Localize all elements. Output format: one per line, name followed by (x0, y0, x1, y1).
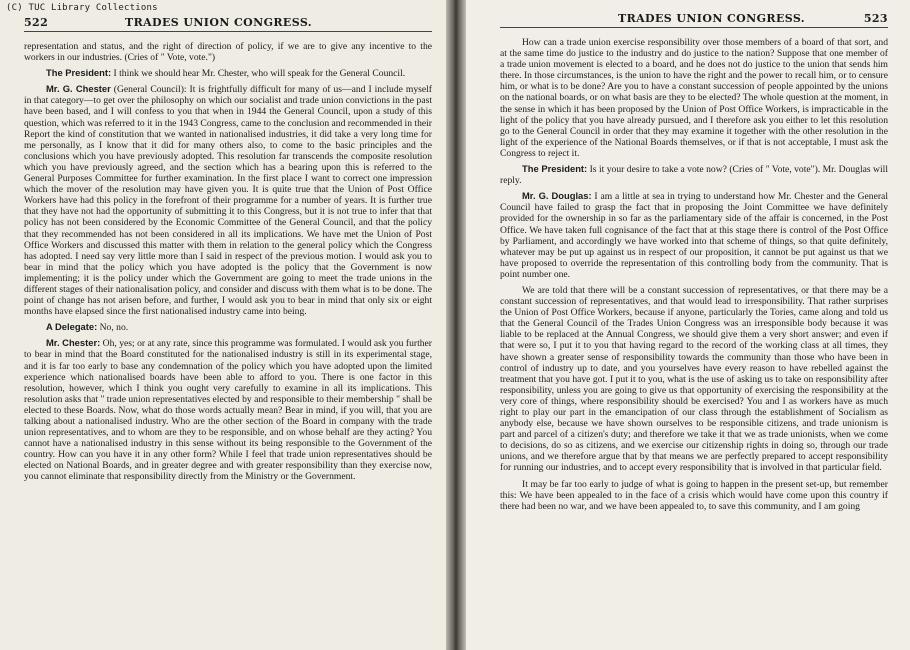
paragraph (500, 478, 888, 512)
left-body (24, 40, 432, 483)
speaker-label: A Delegate: (46, 321, 98, 333)
paragraph (500, 284, 888, 474)
paragraph-text: Is it your desire to take a vote now? (Cries of " Vote, vote"). Mr. Douglas will reply. (500, 164, 888, 187)
paragraph-text: I think we should hear Mr. Chester, who will speak for the General Council. (111, 68, 406, 80)
right-running-header (500, 12, 888, 28)
speaker-label: Mr. Chester: (46, 337, 101, 349)
right-page-number: 523 (863, 12, 888, 25)
speaker-label: The President: (522, 163, 588, 175)
right-running-head: TRADES UNION CONGRESS. (618, 12, 806, 25)
paragraph-text: We are told that there will be a constant succession of representatives, or that there may be a constant succession of representatives, and that would lead to irresponsibility. That rather surprises the Union of Post Office Workers, because if anyone, particularly the Tories, came along and told us that the General Council of the Trades Union Congress was an irresponsible body because it was liable to be replaced at the Annual Congress, we should give them a very short answer; and even if that were so, I put it to you that having regard to the record of the working class at all times, they have shown a greater sense of responsibility towards the community than those who have been in control of industry up to date, and you yourselves have every reason to have rebelled against the treatment that you have got. I put it to you, what is the use of asking us to take on responsibility after responsibility, unless you are going to give us that opportunity of exercising the responsibility at the very core of things, where responsibility should be exercised? You and I as workers have as much right to play our part in the emancipation of our class through the establishment of Socialism as anybody else, because we have shown ourselves to be responsible citizens, and trade unionism is part and parcel of a citizen's duty; and therefore we take it that we as trade unionists, when we come to decisions, do so as citizens, and we exercise our citizenship rights in doing so, through our trade unions, and we therefore argue that by that means we are perfectly prepared to accept responsibility for running our industries, and to accept every responsibility that is involved in that particular field. (500, 284, 888, 474)
paragraph (500, 36, 888, 159)
paragraph (500, 190, 888, 280)
speaker-label: Mr. G. Chester (46, 83, 111, 95)
paragraph (24, 337, 432, 482)
speaker-label: Mr. G. Douglas: (522, 190, 592, 202)
paragraph-text: (General Council): It is frightfully difficult for many of us—and I include myself in that category—to get over the philosophy on which our socialist and trade union convictions in the past have been based, and I will confess to you that when in 1944 the General Council, upon a study of this question, which was referred to it in the 1943 Congress, came to the conclusion and recommended in their Report the kind of constitution that we wanted in nationalised industries, it did take a very long time for me personally, as I know that it did for many others also, to come to the basic principles and the conclusions which you have previously adopted. This resolution far transcends the composite resolution which you have previously agreed, and the section which has a bearing upon this is referred to the General Purposes Committee for further examination. In the first place I want to correct one impression which the mover of the resolution may have given you. It is quite true that the Union of Post Office Workers have had this policy in the forefront of their programme for a number of years. It is further true that they have not had the opportunity of submitting it to this Congress, but it is not true to infer that that policy has not been considered by the Economic Committee of the General Council, and that the policy that they recommended has not been considered in all its implications. We have met the Union of Post Office Workers and discussed this matter with them in relation to the general policy which the Congress has adopted. I need say very little more than I said in respect of the previous motion. I would ask you to bear in mind that the policy which you have adopted is the policy that the Government is now implementing; it is the policy under which the Government are going to meet the trade unions in the different stages of their nationalisation policy, and consider and discuss with them what is to be done. The point of change has not arisen before, and further, I would ask you to bear in mind that only six or eight months have elapsed since the first nationalised industry came into being. (24, 84, 432, 318)
right-body (500, 36, 888, 512)
left-running-head: TRADES UNION CONGRESS. (124, 16, 312, 29)
left-running-header (24, 16, 432, 32)
right-page (466, 0, 910, 650)
paragraph-text: It may be far too early to judge of what is going to happen in the present set-up, but remember this: We have been appealed to in the face of a crisis which would have come upon this country if there had been no war, and we have been appealed to, to save this community, and I am going (500, 478, 888, 512)
paragraph-text: representation and status, and the right of direction of policy, if we are to give any incentive to the workers in our industries. (Cries of " Vote, vote.") (24, 41, 432, 64)
left-page (0, 0, 446, 650)
book-gutter (446, 0, 466, 650)
left-page-number: 522 (24, 16, 49, 29)
paragraph-text: I am a little at sea in trying to understand how Mr. Chester and the General Council have failed to grasp the fact that in proposing the Joint Committee we have definitely provided for the ownership in so far as the parliamentary side of the affair is concerned, in the Post Office. We have taken full cognisance of the fact that at this stage there is control of the Post Office by Parliament, and accordingly we have worked into that scheme of things, so that quite definitely, whatever may be put up against us in respect of our proposition, it cannot be put against us that we have proposed to override the representation of this controlling body from the community. That is point number one. (500, 191, 888, 280)
paragraph (24, 40, 432, 63)
paragraph (24, 321, 432, 333)
copyright-watermark: (C) TUC Library Collections (6, 3, 158, 13)
paragraph-text: No, no. (97, 322, 129, 334)
speaker-label: The President: (46, 67, 112, 79)
paragraph-text: How can a trade union exercise responsibility over those members of a board of that sort, and at the same time do justice to the industry and do justice to the nation? Suppose that one member of a trade union movement is elected to a board, and he does not do justice to the union that sends him there. In those circumstances, is the union to have the right and the power to recall him, or to censure him, or what is to be done? Are you to have a constant succession of people appointed by the unions on the national boards, or on what basis are they to be elected? The whole question at the moment, in the sense in which it has been proposed by the Union of Post Office Workers, is impracticable in the light of the policy that you have already pursued, and I therefore ask you either to let this resolution go to the General Council in order that they may examine it together with the other resolution in the light of the experience of the National Boards themselves, or if that is not acceptable, I must ask the Congress to reject it. (500, 37, 888, 159)
paragraph (24, 83, 432, 317)
paragraph-text: Oh, yes; or at any rate, since this programme was formulated. I would ask you further to bear in mind that the Board constituted for the nationalised industry is still in its experimental stage, and it is far too early to base any condemnation of the policy which you have adopted upon the limited experience which nationalised boards have been able to afford to you. There is one factor in this resolution, however, which I think you ought very carefully to examine in all its implications. This resolution asks that " trade union representatives elected by and responsible to their membership " shall be elected to these Boards. Now, what do those words actually mean? Bear in mind, if you will, that you are talking about a nationalised industry. Who are the other section of the Board in company with the trade union representatives, and to whom are they to be responsible, and on whose behalf are they acting? You cannot have a nationalised industry in this sense without its being responsible to the Government of the country. How can you have it in any other form? While I feel that trade union representatives should be elected on National Boards, and in greater degree and with greater responsibility than they exercise now, you cannot eliminate that responsibility directly from the Ministry or the Government. (24, 338, 432, 483)
paragraph (24, 67, 432, 79)
paragraph (500, 163, 888, 186)
